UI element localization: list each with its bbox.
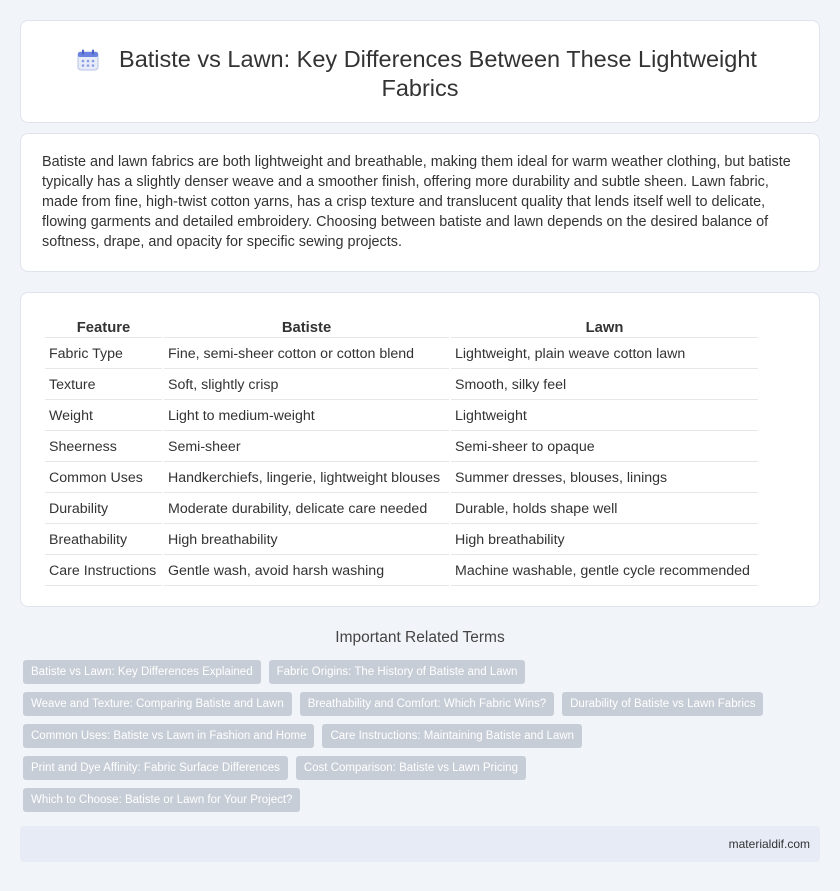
cell-lawn: Lightweight: [451, 402, 758, 431]
intro-paragraph: Batiste and lawn fabrics are both lightweight and breathable, making them ideal for warm weather clothing, but batiste typically has a slightly denser weave and a smoother finish, offering more durability and subtle sheen. Lawn fabric, made from fine, high-twist cotton yarns, has a crisp texture and translucent quality that lends itself well to delicate, flowing garments and detailed embroidery. Choosing between batiste and lawn depends on the desired balance of softness, drape, and opacity for specific sewing projects.: [42, 154, 791, 250]
table-header-row: [45, 316, 758, 338]
cell-lawn: Semi-sheer to opaque: [451, 433, 758, 462]
related-term-tag[interactable]: Durability of Batiste vs Lawn Fabrics: [562, 692, 763, 716]
cell-feature: Weight: [45, 402, 162, 431]
header-card: [20, 20, 820, 123]
related-terms-title: Important Related Terms: [335, 629, 505, 646]
related-term-tag[interactable]: Which to Choose: Batiste or Lawn for Your Project?: [23, 788, 300, 812]
comparison-table: [43, 314, 760, 588]
cell-feature: Texture: [45, 371, 162, 400]
table-row: [45, 557, 758, 586]
cell-batiste: Light to medium-weight: [164, 402, 449, 431]
cell-lawn: Durable, holds shape well: [451, 495, 758, 524]
cell-batiste: Handkerchiefs, lingerie, lightweight blouses: [164, 464, 449, 493]
related-term-tag[interactable]: Breathability and Comfort: Which Fabric Wins?: [300, 692, 554, 716]
related-term-tag[interactable]: Print and Dye Affinity: Fabric Surface Differences: [23, 756, 288, 780]
intro-card: [20, 133, 820, 272]
cell-feature: Durability: [45, 495, 162, 524]
cell-lawn: Summer dresses, blouses, linings: [451, 464, 758, 493]
header-feature: Feature: [45, 316, 162, 338]
cell-feature: Fabric Type: [45, 340, 162, 369]
table-row: [45, 464, 758, 493]
cell-lawn: Machine washable, gentle cycle recommended: [451, 557, 758, 586]
cell-batiste: Soft, slightly crisp: [164, 371, 449, 400]
header-batiste: Batiste: [164, 316, 449, 338]
cell-batiste: Moderate durability, delicate care needed: [164, 495, 449, 524]
related-terms-list: [23, 660, 813, 820]
table-row: [45, 402, 758, 431]
table-row: [45, 526, 758, 555]
cell-batiste: High breathability: [164, 526, 449, 555]
related-term-tag[interactable]: Care Instructions: Maintaining Batiste and Lawn: [322, 724, 582, 748]
cell-lawn: Smooth, silky feel: [451, 371, 758, 400]
page-title-line1: Batiste vs Lawn: Key Differences Between These Lightweight: [119, 46, 757, 72]
cell-lawn: Lightweight, plain weave cotton lawn: [451, 340, 758, 369]
cell-batiste: Gentle wash, avoid harsh washing: [164, 557, 449, 586]
related-term-tag[interactable]: Batiste vs Lawn: Key Differences Explained: [23, 660, 261, 684]
table-row: [45, 340, 758, 369]
table-row: [45, 495, 758, 524]
related-term-tag[interactable]: Fabric Origins: The History of Batiste and Lawn: [269, 660, 526, 684]
page-title-line2: Fabrics: [381, 75, 459, 101]
cell-feature: Common Uses: [45, 464, 162, 493]
related-term-tag[interactable]: Weave and Texture: Comparing Batiste and Lawn: [23, 692, 292, 716]
related-term-tag[interactable]: Common Uses: Batiste vs Lawn in Fashion and Home: [23, 724, 314, 748]
cell-feature: Sheerness: [45, 433, 162, 462]
related-term-tag[interactable]: Cost Comparison: Batiste vs Lawn Pricing: [296, 756, 526, 780]
footer-site[interactable]: materialdif.com: [728, 837, 810, 851]
footer: [20, 826, 820, 862]
table-row: [45, 371, 758, 400]
header-lawn: Lawn: [451, 316, 758, 338]
page-title: [21, 45, 819, 103]
table-row: [45, 433, 758, 462]
cell-batiste: Fine, semi-sheer cotton or cotton blend: [164, 340, 449, 369]
cell-batiste: Semi-sheer: [164, 433, 449, 462]
cell-feature: Breathability: [45, 526, 162, 555]
cell-lawn: High breathability: [451, 526, 758, 555]
comparison-table-card: [20, 292, 820, 607]
cell-feature: Care Instructions: [45, 557, 162, 586]
